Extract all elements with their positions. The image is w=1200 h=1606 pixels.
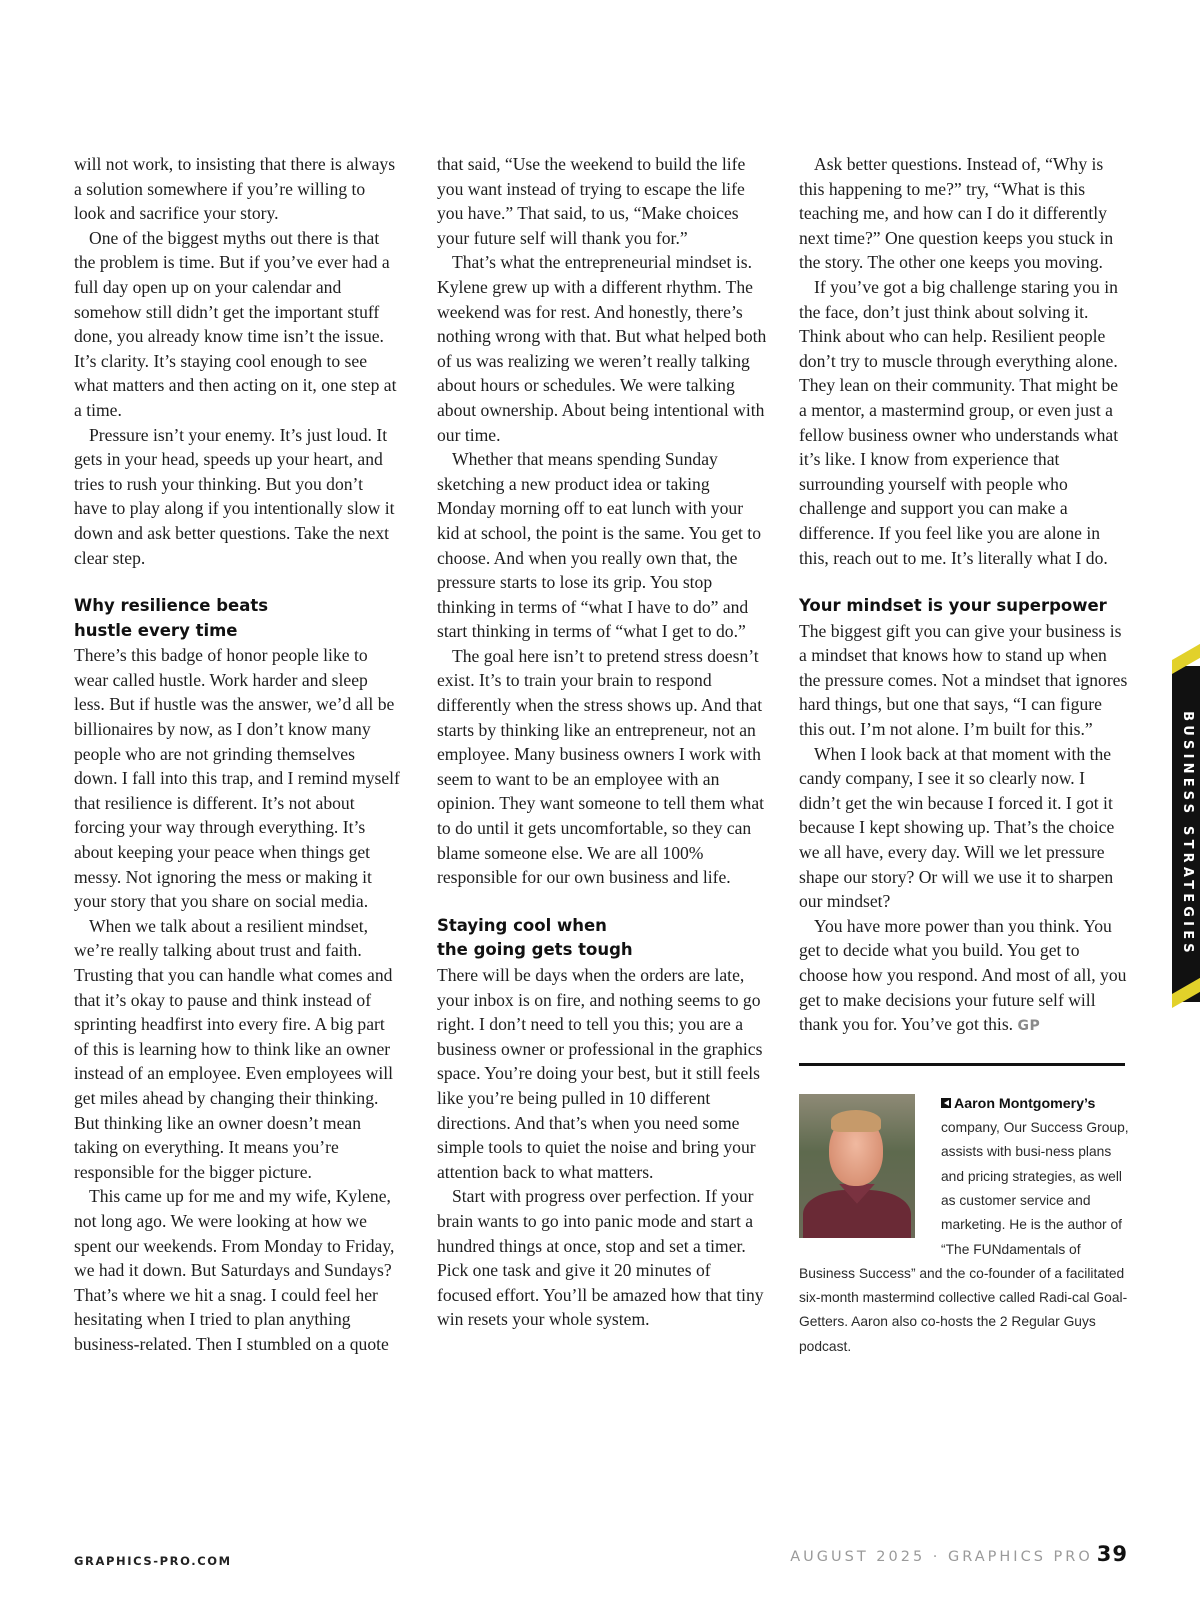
paragraph: Start with progress over perfection. If your brain wants to go into panic mode and start a hundred things at once, stop and set a timer. Pick one task and give it 20 minutes of focused effort. You’ll be amazed how that tiny win resets your whole system. (437, 1186, 764, 1330)
footer-site: GRAPHICS-PRO.COM (74, 1554, 232, 1568)
end-mark: GP (1017, 1018, 1041, 1035)
paragraph: will not work, to insisting that there is always a solution somewhere if you’re willing to look and sacrifice your story. (74, 154, 396, 224)
section-heading-resilience: Why resilience beats hustle every time (74, 596, 269, 640)
paragraph: That’s what the entrepreneurial mindset is. Kylene grew up with a different rhythm. The weekend was for rest. And honestly, there’s nothing wrong with that. But what helped both of us was realizing we weren’t really talking about hours or schedules. We were talking about ownership. About being intentional with our time. (437, 252, 767, 445)
author-bio-text: company, Our Success Group, assists with busi-ness plans and pricing strategies, as well as customer service and marketing. He is the author of “The FUNdamentals of Business Success” and the co-founder of a facilitated six-month mastermind collective called Radi-cal Goal-Getters. Aaron also co-hosts the 2 Regular Guys podcast. (799, 1120, 1129, 1354)
paragraph: Whether that means spending Sunday sketching a new product idea or taking Monday morning off to eat lunch with your kid at school, the point is the same. You get to choose. And when you really own that, the pressure starts to lose its grip. You stop thinking in terms of “what I have to do” and start thinking in terms of “what I get to do.” (437, 449, 761, 642)
author-photo (799, 1094, 915, 1238)
section-heading-mindset: Your mindset is your superpower (799, 596, 1107, 616)
paragraph: If you’ve got a big challenge staring you in the face, don’t just think about solving it. Think about who can help. Resilient people don’t try to muscle through everything alone. They lean on their community. That might be a mentor, a mastermind group, or even just a fellow business owner who understands what it’s like. I know from experience that surrounding yourself with people who challenge and support you can make a difference. If you feel like you are alone in this, reach out to me. It’s literally what I do. (799, 276, 1119, 568)
paragraph: The biggest gift you can give your business is a mindset that knows how to stand up when the pressure comes. Not a mindset that ignores hard things, but one that says, “I can figure this out. I’m not alone. I’m built for this.” (799, 620, 1128, 740)
paragraph: One of the biggest myths out there is that the problem is time. But if you’ve ever had a full day open up on your calendar and somehow still didn’t get the important stuff done, you already know time isn’t the issue. It’s clarity. It’s staying cool enough to see what matters and then acting on it, one step at a time. (74, 227, 397, 420)
paragraph: The goal here isn’t to pretend stress doesn’t exist. It’s to train your brain to respond differently when the stress shows up. And that starts by thinking like an entrepreneur, not an employee. Many business owners I work with seem to want to be an employee with an opinion. They want someone to tell them what to do until it gets uncomfortable, so they can blame someone else. We are all 100% responsible for our own business and life. (437, 645, 765, 888)
bio-divider (799, 1063, 1125, 1066)
paragraph: There’s this badge of honor people like to wear called hustle. Work harder and sleep less. But if hustle was the answer, we’d all be billionaires by now, as I don’t know many people who are not grinding themselves down. I fall into this trap, and I remind myself that resilience is different. It’s not about forcing your way through everything. It’s about keeping your peace when things get messy. Not ignoring the mess or making it your story that you share on social media. (74, 645, 400, 912)
article-column-3 (799, 152, 1129, 1359)
footer-folio (790, 1542, 1128, 1566)
paragraph: Ask better questions. Instead of, “Why is this happening to me?” try, “What is this teaching me, and how can I do it differently next time?” One question keeps you stuck in the story. The other one keeps you moving. (799, 154, 1114, 273)
paragraph: When I look back at that moment with the candy company, I see it so clearly now. I didn’t get the win because I forced it. I got it because I kept showing up. That’s the choice we all have, every day. Will we let pressure shape our story? Or will we use it to sharpen our mindset? (799, 743, 1115, 912)
paragraph: Pressure isn’t your enemy. It’s just loud. It gets in your head, speeds up your heart, and tries to rush your thinking. But you don’t have to play along if you intentionally slow it down and ask better questions. Take the next clear step. (74, 424, 395, 568)
footer-issue: AUGUST 2025 · GRAPHICS PRO (790, 1549, 1093, 1565)
section-side-tab (1172, 666, 1200, 1002)
paragraph-final: You have more power than you think. You get to decide what you build. You get to choose how you respond. And most of all, you get to make decisions your future self will thank you for. You’ve got this. GP (799, 915, 1127, 1035)
page-number: 39 (1096, 1542, 1128, 1566)
article-column-2 (437, 152, 767, 1332)
article-column-1 (74, 152, 400, 1357)
paragraph: This came up for me and my wife, Kylene, not long ago. We were looking at how we spent our weekends. From Monday to Friday, we had it down. But Saturdays and Sundays? That’s where we hit a snag. I could feel her hesitating when I tried to plan anything business-related. Then I stumbled on a quote (74, 1186, 395, 1354)
bio-arrow-icon (941, 1098, 951, 1108)
author-name: Aaron Montgomery’s (954, 1095, 1096, 1112)
author-bio (799, 1092, 1129, 1359)
section-heading-staying-cool: Staying cool when the going gets tough (437, 915, 633, 960)
paragraph: When we talk about a resilient mindset, we’re really talking about trust and faith. Trusting that you can handle what comes and that it’s okay to pause and think instead of sprinting headfirst into every fire. A big part of this is learning how to think like an owner instead of an employee. Even employees will get miles ahead by changing their thinking. But thinking like an owner doesn’t mean taking on everything. It means you’re responsible for the bigger picture. (74, 915, 394, 1182)
paragraph: There will be days when the orders are late, your inbox is on fire, and nothing seems to go right. I don’t need to tell you this; you are a business owner or professional in the graphics space. You’re doing your best, but it still feels like you’re being pulled in 10 different directions. And that’s when you need some simple tools to quiet the noise and bring your attention back to what matters. (437, 965, 763, 1182)
side-tab-label: BUSINESS STRATEGIES (1180, 711, 1195, 957)
paragraph: that said, “Use the weekend to build the life you want instead of trying to escape the life you have.” That said, to us, “Make choices your future self will thank you for.” (437, 154, 746, 248)
